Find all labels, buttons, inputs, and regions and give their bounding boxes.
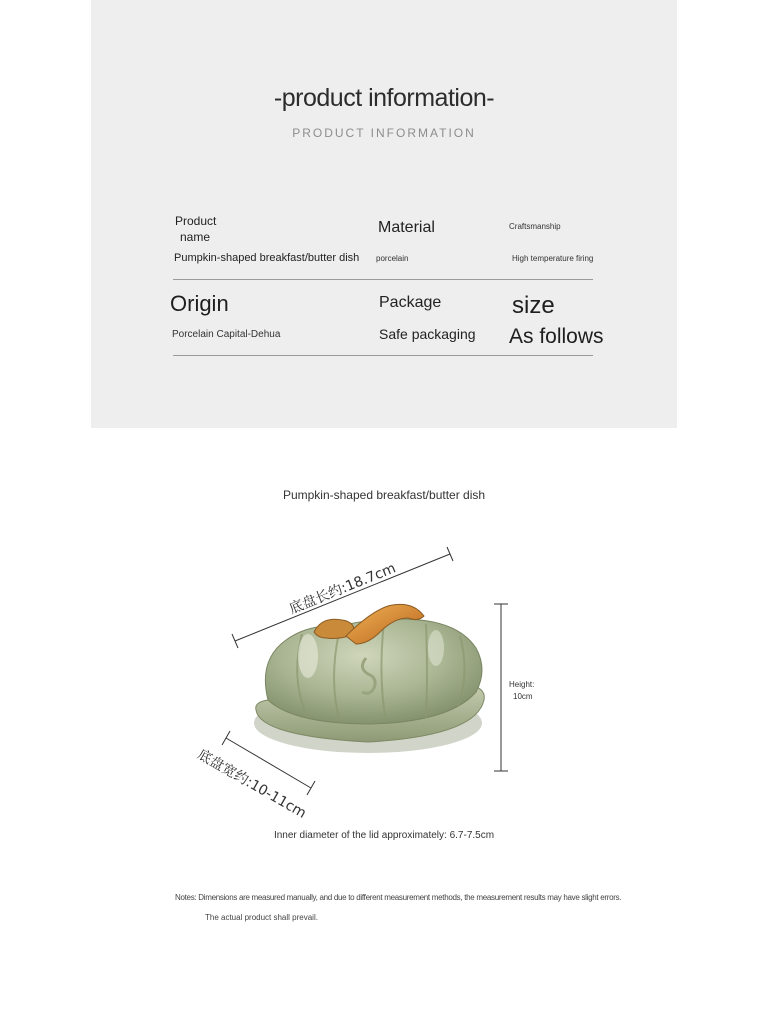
material-value: porcelain (376, 254, 409, 263)
measurement-note: Notes: Dimensions are measured manually, and due to different measurement methods, the measurement results may have slight errors. (175, 893, 622, 902)
height-label-line1: Height: (509, 680, 535, 689)
section-title: -product information- (273, 84, 495, 112)
size-label: size (512, 292, 555, 319)
product-name-label-line2: name (180, 230, 211, 244)
height-label-line2: 10cm (513, 692, 533, 701)
size-value: As follows (509, 325, 604, 348)
craftsmanship-value: High temperature firing (512, 254, 594, 263)
base-width-label: 底盘宽约:10-11cm (194, 746, 309, 822)
origin-value: Porcelain Capital-Dehua (172, 329, 281, 340)
package-value: Safe packaging (379, 326, 476, 342)
measurement-note-line2: The actual product shall prevail. (205, 913, 318, 922)
product-caption: Pumpkin-shaped breakfast/butter dish (282, 488, 486, 502)
product-name-label-line1: Product (175, 214, 217, 228)
package-label: Package (379, 294, 442, 311)
section-subtitle: PRODUCT INFORMATION (292, 126, 476, 140)
lid-diameter-note: Inner diameter of the lid approximately: 6.7-7.5cm (273, 830, 495, 841)
material-label: Material (378, 219, 435, 236)
craftsmanship-label: Craftsmanship (509, 222, 561, 231)
product-name-value: Pumpkin-shaped breakfast/butter dish (174, 252, 360, 264)
base-length-label: 底盘长约:18.7cm (287, 560, 399, 618)
origin-label: Origin (170, 291, 229, 316)
